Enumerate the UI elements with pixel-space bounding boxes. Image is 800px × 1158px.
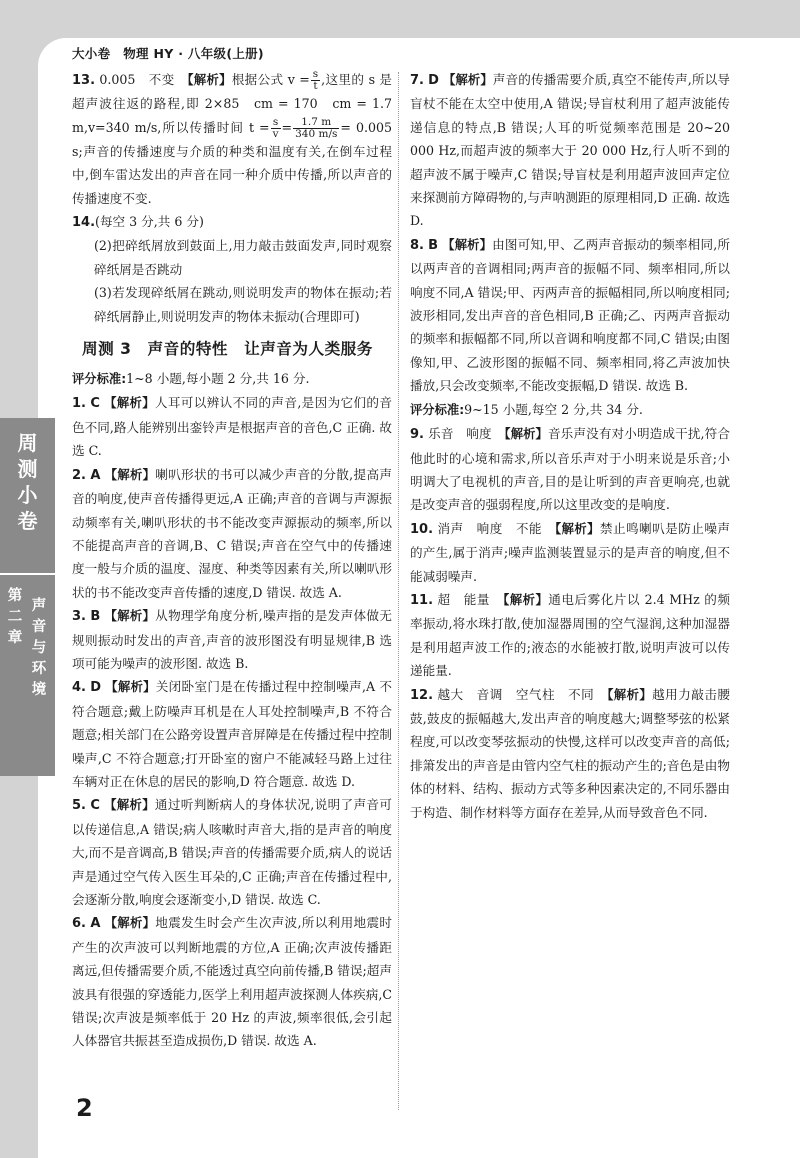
answer-13 xyxy=(72,68,405,210)
score-note: (每空 3 分,共 6 分) xyxy=(95,214,204,230)
answer-option: B xyxy=(90,609,101,625)
answer-1 xyxy=(72,391,392,462)
answer-4 xyxy=(72,675,392,793)
answer-10 xyxy=(410,517,730,588)
analysis-text: ,这里的 s 是超声波往返的路程,即 2×85 cm = 170 cm = 1.7 m,v=340 m/s,所以传播时间 t = xyxy=(72,72,405,135)
question-number: 14. xyxy=(72,215,96,231)
question-number: 10. xyxy=(410,521,434,537)
answer-12 xyxy=(410,683,730,824)
analysis-text: 关闭卧室门是在传播过程中控制噪声,A 不符合题意;戴上防噪声耳机是在人耳处控制噪声,B 不符合题意;相关部门在公路旁设置声音屏障是在传播过程中控制噪声,C 不符合题意;打开卧室的窗户不能减轻马路上过往车辆对正在休息的居民的影响,D 符合题意. 故选 D. xyxy=(72,679,392,789)
answer-14 xyxy=(72,210,392,234)
denominator: v xyxy=(272,127,279,140)
analysis-text: 通过听判断病人的身体状况,说明了声音可以传递信息,A 错误;病人咳嗽时声音大,指的是声音的响度大,而不是音调高,B 错误;声音的传播需要介质,病人的说话声是通过空气传入医生耳朵的,C 正确;声音在传播过程中,会逐渐分散,响度会逐渐变小,D 错误. 故选 C. xyxy=(72,797,392,907)
question-number: 8. xyxy=(410,237,424,253)
answer-option: A xyxy=(90,467,101,483)
analysis-tag: 【解析】 xyxy=(104,396,155,411)
analysis-tag: 【解析】 xyxy=(104,609,156,624)
analysis-text: 禁止鸣喇叭是防止噪声的产生,属于消声;噪声监测装置显示的是声音的响度,但不能减弱噪声. xyxy=(410,520,730,584)
analysis-text: 越用力敲击腰鼓,鼓皮的振幅越大,发出声音的响度越大;调整琴弦的松紧程度,可以改变琴弦振动的快慢,这样可以改变声音的高低;排箫发出的声音是由管内空气柱的振动产生的;音色是由物体的材料、结构、振动方式等多种因素决定的,不同乐器由于构造、制作材料等方面存在差异,从而导致音色不同. xyxy=(410,686,730,820)
question-number: 7. xyxy=(410,73,424,88)
analysis-text: = 0.005 s;声音的传播速度与介质的种类和温度有关,在倒车过程中,倒车雷达发出的声音在同一种介质中传播,所以声音的传播速度不变. xyxy=(72,119,392,206)
scoring-label: 评分标准: xyxy=(72,372,127,387)
answer-option: A xyxy=(90,916,101,932)
answer-6 xyxy=(72,911,392,1052)
answer-option: D xyxy=(428,73,439,88)
analysis-text: 声音的传播需要介质,真空不能传声,所以导盲杖不能在太空中使用,A 错误;导盲杖利用了超声波能传递信息的特点,B 错误;人耳的听觉频率范围是 20~20 000 Hz,而超声波的频率大于 20 000 Hz,行人听不到的超声波不属于噪声,C 错误;导盲杖是利用超声波回声定位来探测前方障碍物的,与声呐测距的原理相同,D 正确. 故选 D. xyxy=(410,72,730,229)
answer-3 xyxy=(72,604,392,675)
answer-values: 乐音 响度 xyxy=(423,426,505,442)
left-column xyxy=(72,68,405,1053)
analysis-text: 根据公式 v = xyxy=(231,72,310,87)
question-number: 2. xyxy=(72,467,86,483)
answer-2 xyxy=(72,463,392,604)
running-header: 大小卷 物理 HY · 八年级(上册) xyxy=(72,46,264,61)
analysis-tag: 【解析】 xyxy=(104,916,156,931)
answer-8 xyxy=(410,233,730,398)
column-divider xyxy=(398,72,399,1110)
answer-option: C xyxy=(90,798,100,814)
question-number: 11. xyxy=(410,592,434,608)
answer-values: 超 能量 xyxy=(433,591,504,607)
side-tab xyxy=(0,418,55,776)
analysis-text: 通电后雾化片以 2.4 MHz 的频率振动,将水珠打散,使加湿器周围的空气湿润,这种加湿器是利用超声波工作的;液态的水能被打散,说明声波可以传递能量. xyxy=(410,591,730,679)
analysis-text: 人耳可以辨认不同的声音,是因为它们的音色不同,路人能辨别出銮铃声是根据声音的音色,C 正确. 故选 C. xyxy=(72,395,392,459)
analysis-text: 由图可知,甲、乙两声音振动的频率相同,所以两声音的音调相同;两声音的振幅不同、频率相同,所以响度不同,A 错误;甲、丙两声音的振幅相同,所以响度相同;波形相同,发出声音的音色相同,B 正确;乙、丙两声音振动的频率和振幅都不同,所以音调和响度都不同,C 错误;由图像知,甲、乙波形图的振幅不同、频率相同,将乙声波加快播放,只会改变频率,不能改变振幅,D 错误. 故选 B. xyxy=(410,236,730,394)
side-tab-label: 周 测 小 卷 xyxy=(17,431,38,533)
answer-14-part-3: (3)若发现碎纸屑在跳动,则说明发声的物体在振动;若碎纸屑静止,则说明发声的物体未振动(合理即可) xyxy=(94,285,392,324)
scoring-text: 1~8 小题,每小题 2 分,共 16 分. xyxy=(126,371,310,387)
analysis-tag: 【解析】 xyxy=(555,521,600,536)
answer-7 xyxy=(410,68,730,233)
question-number: 1. xyxy=(72,396,86,412)
fraction-distance-over-speed xyxy=(293,117,339,140)
answer-values: 0.005 不变 xyxy=(95,72,188,87)
analysis-tag: 【解析】 xyxy=(187,73,232,87)
equals-sign: = xyxy=(281,119,293,135)
analysis-tag: 【解析】 xyxy=(607,687,653,702)
numerator: s xyxy=(271,117,281,129)
answer-values: 越大 音调 空气柱 不同 xyxy=(433,686,608,702)
denominator: 340 m/s xyxy=(295,127,338,140)
question-number: 4. xyxy=(72,680,86,696)
analysis-text: 从物理学角度分析,噪声指的是发声体做无规则振动时发出的声音,声音的波形图没有明显规律,B 选项可能为噪声的波形图. 故选 B. xyxy=(72,608,392,671)
analysis-tag: 【解析】 xyxy=(443,73,493,87)
answer-9 xyxy=(410,422,730,517)
fraction-s-over-v xyxy=(271,117,281,140)
question-number: 12. xyxy=(410,687,434,703)
page-number: 2 xyxy=(76,1094,93,1122)
numerator: 1.7 m xyxy=(293,117,339,129)
question-number: 6. xyxy=(72,916,86,932)
scoring-standard-2 xyxy=(410,398,730,422)
answer-11 xyxy=(410,588,730,683)
question-number: 13. xyxy=(72,73,96,88)
answer-option: D xyxy=(90,680,102,696)
right-column xyxy=(410,68,730,824)
side-tab-main xyxy=(0,418,55,575)
side-tab-chapter: 第 二 章 xyxy=(7,588,23,646)
analysis-tag: 【解析】 xyxy=(504,427,548,442)
answer-5 xyxy=(72,793,392,911)
question-number: 9. xyxy=(410,427,424,443)
analysis-tag: 【解析】 xyxy=(104,467,156,482)
scoring-standard-1 xyxy=(72,367,392,391)
side-tab-topic: 声 音 与 环 境 xyxy=(31,598,47,698)
answer-14-part-2: (2)把碎纸屑放到鼓面上,用力敲击鼓面发声,同时观察碎纸屑是否跳动 xyxy=(94,238,392,277)
analysis-tag: 【解析】 xyxy=(104,798,155,813)
answer-values: 消声 响度 不能 xyxy=(433,520,555,536)
scoring-text: 9~15 小题,每空 2 分,共 34 分. xyxy=(464,401,643,417)
question-number: 3. xyxy=(72,609,86,625)
scoring-label: 评分标准: xyxy=(410,402,465,417)
answer-option: C xyxy=(90,396,100,412)
analysis-text: 地震发生时会产生次声波,所以利用地震时产生的次声波可以判断地震的方位,A 正确;次声波传播距离远,但传播需要介质,不能透过真空向前传播,B 错误;超声波具有很强的穿透能力,医学上利用超声波探测人体疾病,C 错误;次声波是频率低于 20 Hz 的声波,频率很低,会引起人体器官共振甚至造成损伤,D 错误. 故选 A. xyxy=(72,915,392,1049)
answer-option: B xyxy=(428,237,439,253)
analysis-tag: 【解析】 xyxy=(442,237,493,252)
analysis-text: 喇叭形状的书可以减少声音的分散,提高声音的响度,使声音传播得更远,A 正确;声音的音调与声源振动频率有关,喇叭形状的书不能改变声源振动的频率,所以不能提高声音的音调,B、C 错误;声音在空气中的传播速度一般与介质的温度、湿度、种类等因素有关,所以喇叭形状的书不能改变声音传播的速度,D 错误. 故选 A. xyxy=(72,466,392,600)
analysis-tag: 【解析】 xyxy=(105,680,156,695)
analysis-text: 音乐声没有对小明造成干扰,符合他此时的心境和需求,所以音乐声对于小明来说是乐音;小明调大了电视机的声音,目的是让听到的声音更响亮,也就是改变声音的强弱程度,所以这里改变的是响度. xyxy=(410,426,730,513)
section-title: 周测 3 声音的特性 让声音为人类服务 xyxy=(82,340,373,359)
fraction-s-over-t xyxy=(311,69,320,92)
denominator: t xyxy=(313,80,318,92)
numerator: s xyxy=(312,68,319,80)
analysis-tag: 【解析】 xyxy=(503,592,549,607)
question-number: 5. xyxy=(72,798,86,814)
